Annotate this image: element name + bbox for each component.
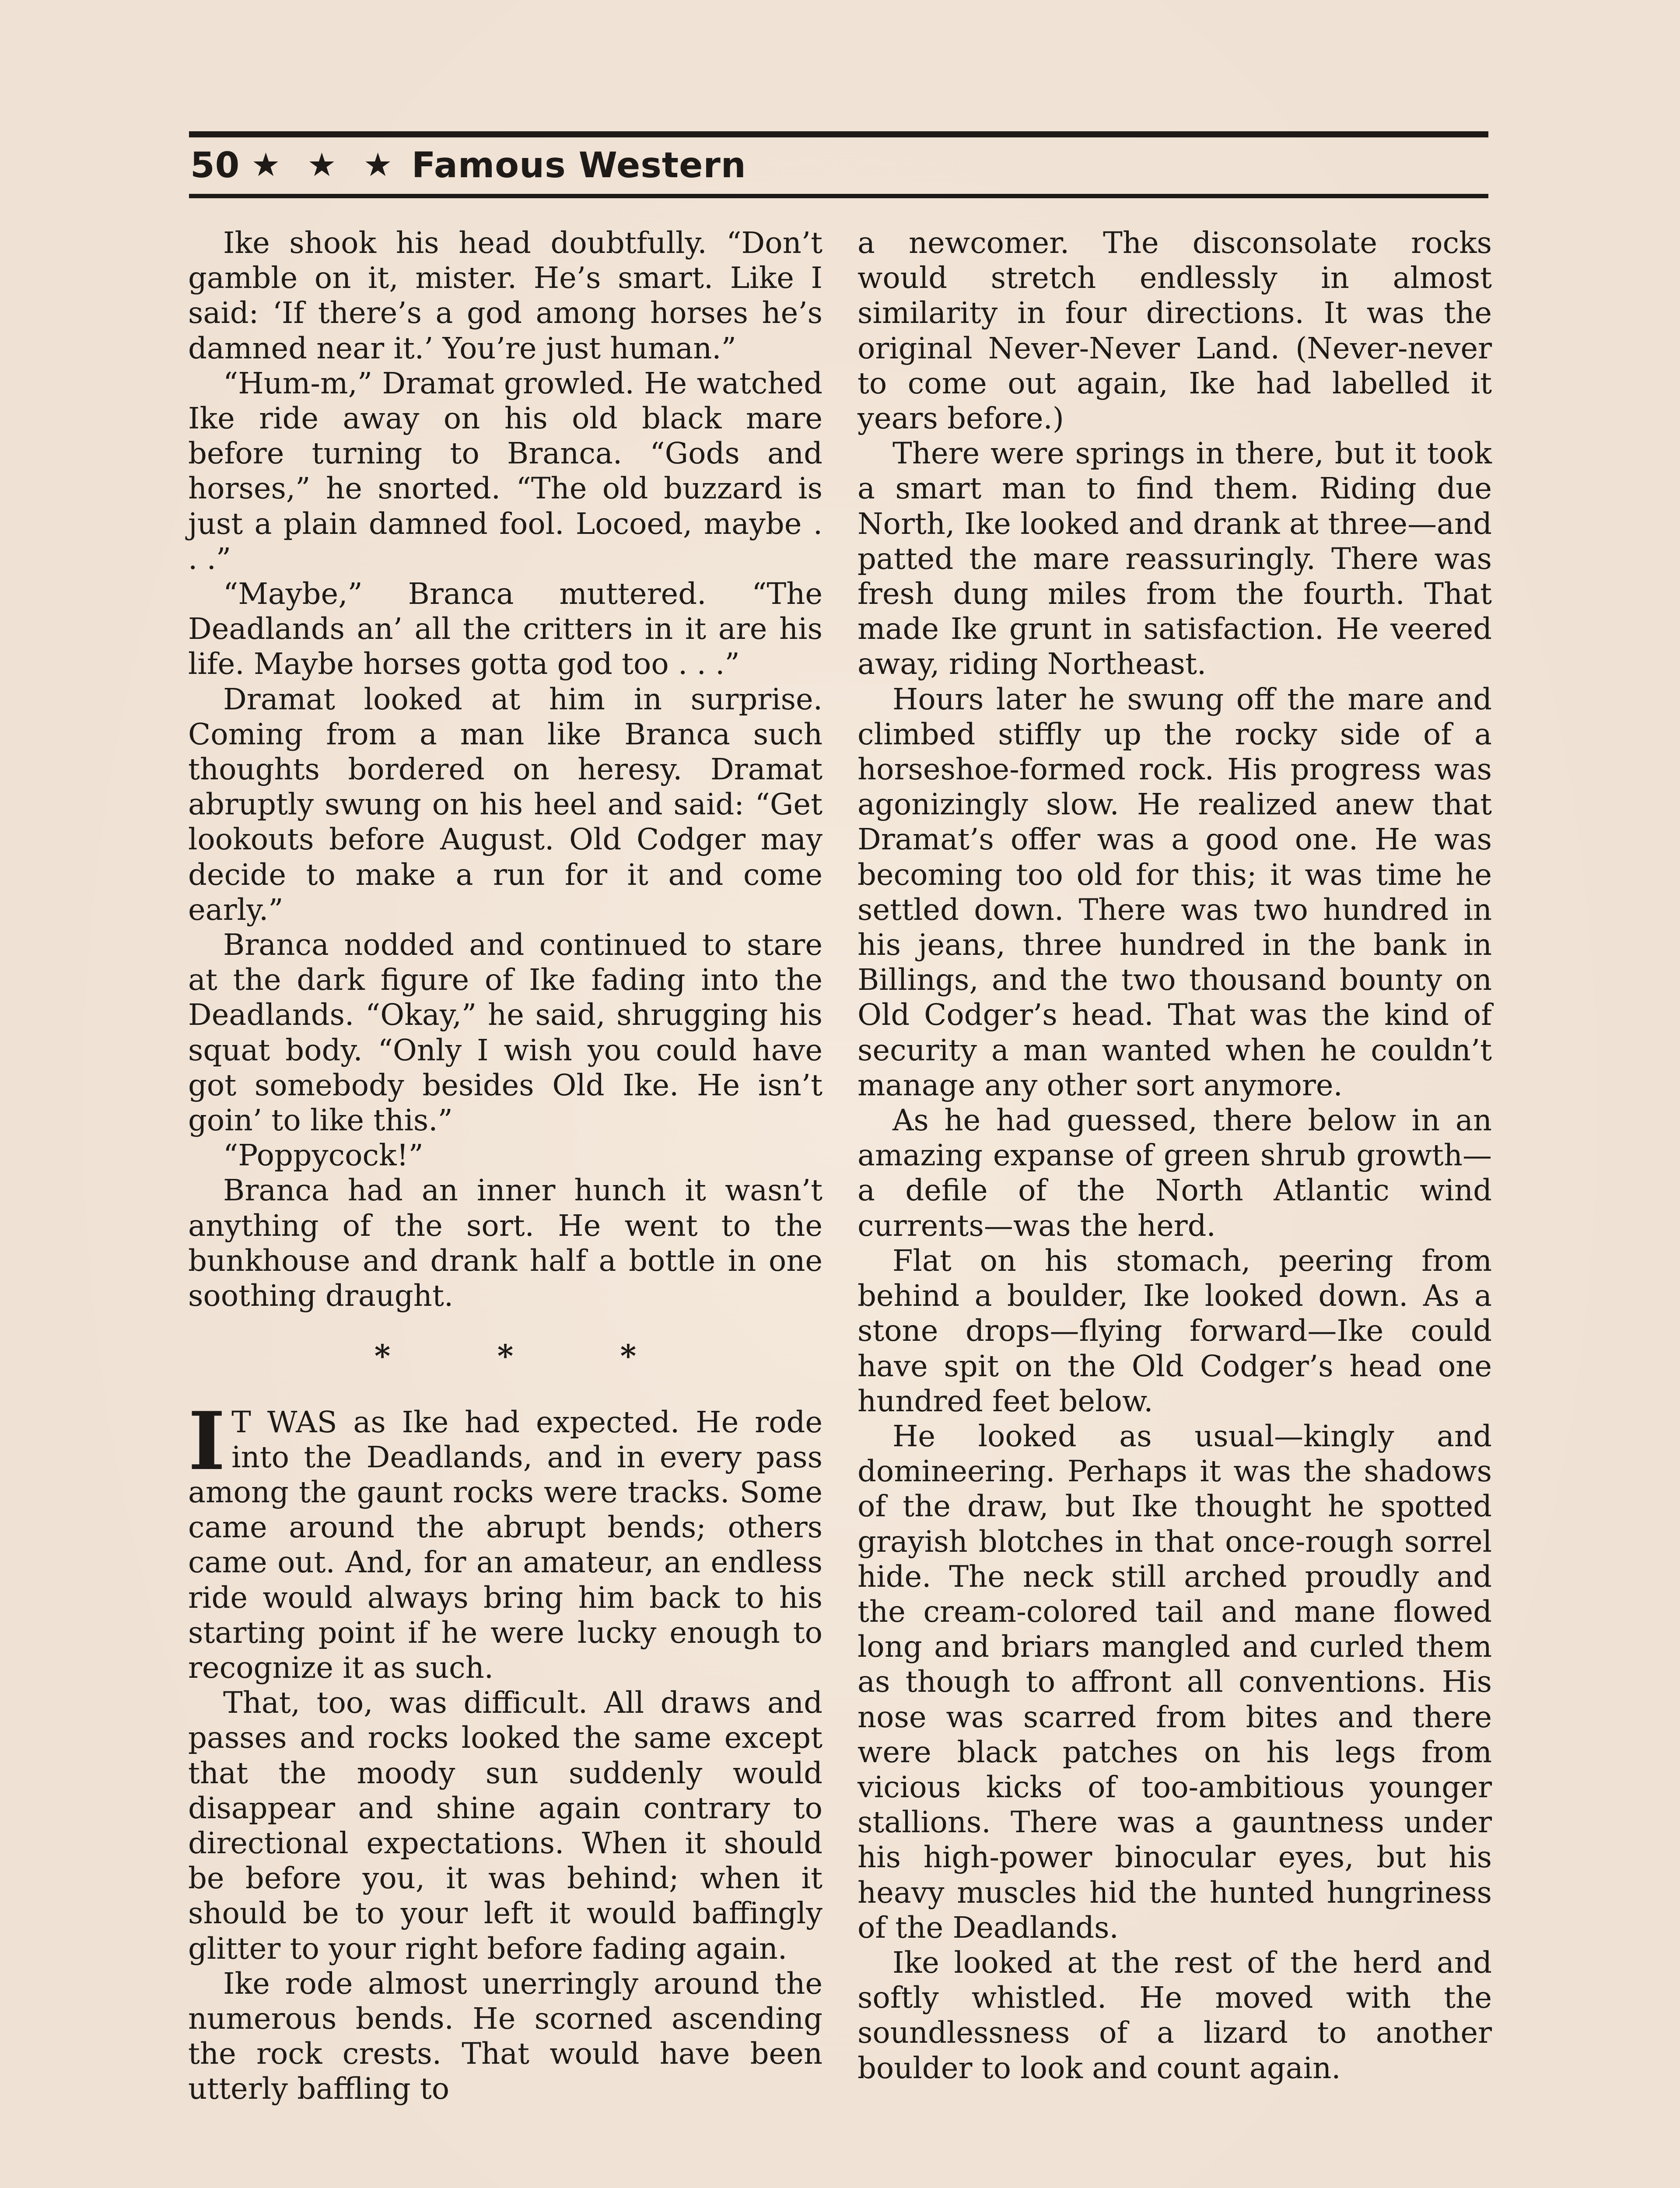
drop-cap: I [188,1394,226,1488]
paragraph-text: T WAS as Ike had expected. He rode into the Deadlands, and in every pass among the gaunt rocks were tracks. Some came around the abrupt bends; others came out. And, for an amateur, an endless ride would always bring him back to his starting point if he were lucky enough to recognize it as such. [188,1405,822,1685]
header-top-rule [189,131,1488,137]
header-stars: ★ ★ ★ [251,146,400,184]
paragraph: Branca nodded and continued to stare at the dark figure of Ike fading into the Deadlands. “Okay,” he said, shrugging his squat body. “Only I wish you could have got somebody besides Old Ike. He isn’t goin’ to like this.” [188,928,822,1138]
paragraph: Ike looked at the rest of the herd and softly whistled. He moved with the soundlessness of a lizard to another boulder to look and count again. [858,1945,1492,2085]
paragraph: “Hum-m,” Dramat growled. He watched Ike ride away on his old black mare before turning to Branca. “Gods and horses,” he snorted. “The old buzzard is just a plain damned fool. Locoed, maybe . . .” [188,366,822,576]
right-column [858,225,1492,2086]
running-header [190,141,746,189]
page-number: 50 [190,144,240,186]
paragraph: Flat on his stomach, peering from behind a boulder, Ike looked down. As a stone drops—flying forward—Ike could have spit on the Old Codger’s head one hundred feet below. [858,1243,1492,1418]
paragraph: Branca had an inner hunch it wasn’t anything of the sort. He went to the bunkhouse and drank half a bottle in one soothing draught. [188,1173,822,1313]
paragraph: Ike rode almost unerringly around the numerous bends. He scorned ascending the rock crests. That would have been utterly baffling to [188,1966,822,2106]
header-bottom-rule [189,194,1488,198]
paragraph: There were springs in there, but it took a smart man to find them. Riding due North, Ike looked and drank at three—and patted the mare reassuringly. There was fresh dung miles from the fourth. That made Ike grunt in satisfaction. He veered away, riding Northeast. [858,436,1492,681]
paragraph: As he had guessed, there below in an amazing expanse of green shrub growth—a defile of the North Atlantic wind currents—was the herd. [858,1103,1492,1243]
paragraph: Hours later he swung off the mare and climbed stiffly up the rocky side of a horseshoe-formed rock. His progress was agonizingly slow. He realized anew that Dramat’s offer was a good one. He was becoming too old for this; it was time he settled down. There was two hundred in his jeans, three hundred in the bank in Billings, and the two thousand bounty on Old Codger’s head. That was the kind of security a man wanted when he couldn’t manage any other sort anymore. [858,682,1492,1102]
paragraph: Dramat looked at him in surprise. Coming from a man like Branca such thoughts bordered on heresy. Dramat abruptly swung on his heel and said: “Get lookouts before August. Old Codger may decide to make a run for it and come early.” [188,682,822,927]
paragraph: That, too, was difficult. All draws and passes and rocks looked the same except that the moody sun suddenly would disappear and shine again contrary to directional expectations. When it should be before you, it was behind; when it should be to your left it would baffingly glitter to your right before fading again. [188,1686,822,1966]
paragraph: “Poppycock!” [223,1138,424,1173]
left-column [188,225,822,2107]
section-separator: * * * [374,1338,685,1375]
paragraph: Ike shook his head doubtfully. “Don’t gamble on it, mister. He’s smart. Like I said: ‘If there’s a god among horses he’s damned near it.’ You’re just human.” [188,226,822,365]
magazine-title: Famous Western [411,144,746,186]
paragraph: He looked as usual—kingly and domineering. Perhaps it was the shadows of the draw, but Ike thought he spotted grayish blotches in that once-rough sorrel hide. The neck still arched proudly and the cream-colored tail and mane flowed long and briars mangled and curled them as though to affront all conventions. His nose was scarred from bites and there were black patches on his legs from vicious kicks of too-ambitious younger stallions. There was a gauntness under his high-power binocular eyes, but his heavy muscles hid the hunted hungriness of the Deadlands. [858,1419,1492,1945]
paragraph-with-dropcap [188,1394,822,1686]
paragraph: “Maybe,” Branca muttered. “The Deadlands an’ all the critters in it are his life. Maybe horses gotta god too . . .” [188,577,822,681]
paragraph-continued: a newcomer. The disconsolate rocks would stretch endlessly in almost similarity in four directions. It was the original Never-Never Land. (Never-never to come out again, Ike had labelled it years before.) [858,226,1492,436]
